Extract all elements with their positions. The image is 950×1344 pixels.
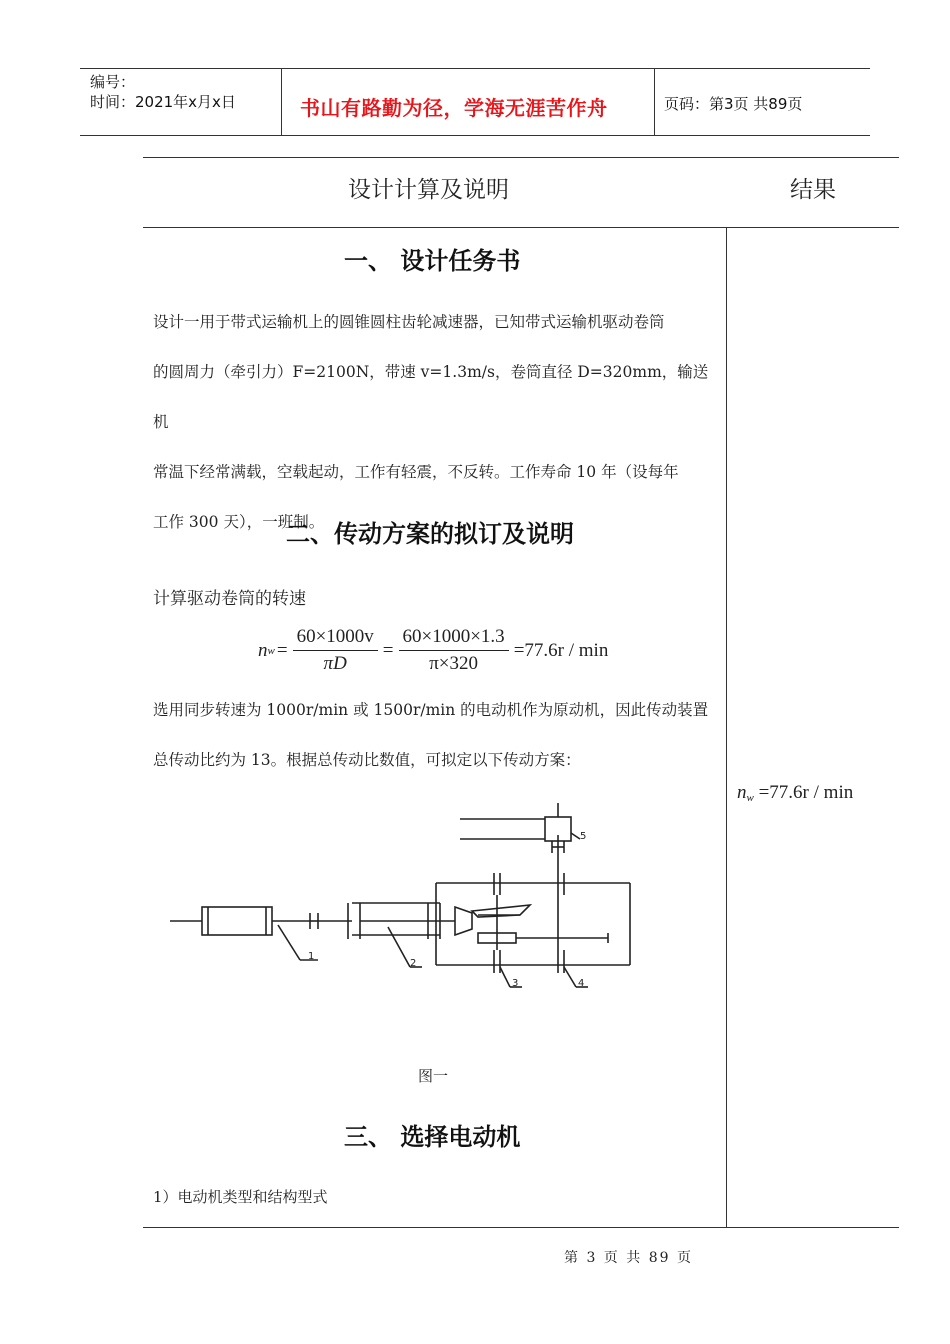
section1-paragraph <box>153 297 723 547</box>
transmission-scheme-diagram <box>160 795 650 1040</box>
result-text: =77.6r / min <box>758 782 854 803</box>
section2-paragraph <box>153 685 723 785</box>
header-divider-2 <box>654 68 655 136</box>
table-top-rule <box>143 157 899 158</box>
formula-eq-2: = <box>382 639 394 661</box>
fraction-1-denominator: πD <box>323 653 347 674</box>
header-bottom-rule <box>80 135 870 136</box>
fraction-2-denominator: π×320 <box>429 653 478 674</box>
section1-line-2: 的圆周力（牵引力）F=2100N，带速 v=1.3m/s，卷筒直径 D=320mm，输送机 <box>153 363 709 431</box>
result-var: n <box>737 782 747 803</box>
section-title-1: 一、 设计任务书 <box>344 247 521 275</box>
header-time-label: 时间：2021年x月x日 <box>90 93 236 111</box>
fraction-2-numerator: 60×1000×1.3 <box>399 626 509 651</box>
header-page-info: 页码：第3页 共89页 <box>664 95 803 113</box>
table-header-rule <box>143 227 899 228</box>
formula-lhs-sub: w <box>267 644 275 657</box>
section1-line-1: 设计一用于带式运输机上的圆锥圆柱齿轮减速器，已知带式运输机驱动卷筒 <box>153 313 665 331</box>
section1-line-4: 工作 300 天），一班制。 <box>153 513 325 531</box>
figure-label-2: 2 <box>410 958 417 969</box>
header-divider-1 <box>281 68 282 136</box>
figure-label-4: 4 <box>578 978 585 989</box>
section3-line-1: 1）电动机类型和结构型式 <box>153 1188 328 1206</box>
formula-fraction-1 <box>293 626 378 675</box>
formula-result: =77.6r / min <box>513 639 609 661</box>
header-number-label: 编号： <box>90 73 136 91</box>
figure-label-1: 1 <box>308 951 315 962</box>
column-header-result: 结果 <box>790 177 836 203</box>
header-motto: 书山有路勤为径，学海无涯苦作舟 <box>300 96 608 120</box>
figure-caption: 图一 <box>418 1067 449 1085</box>
column-header-design: 设计计算及说明 <box>348 177 509 203</box>
motor-body <box>202 907 272 935</box>
speed-formula <box>258 626 608 675</box>
result-sub: w <box>746 792 754 804</box>
table-bottom-rule <box>143 1227 899 1228</box>
result-value <box>737 782 853 804</box>
fraction-1-numerator: 60×1000v <box>293 626 378 651</box>
formula-lhs-var: n <box>258 639 268 661</box>
section2-line-2: 总传动比约为 13。根据总传动比数值，可拟定以下传动方案： <box>153 751 581 769</box>
section-title-3: 三、 选择电动机 <box>344 1123 521 1151</box>
calc-label: 计算驱动卷筒的转速 <box>153 589 306 609</box>
header-top-rule <box>80 68 870 69</box>
figure-label-5: 5 <box>580 831 587 842</box>
section2-line-1: 选用同步转速为 1000r/min 或 1500r/min 的电动机作为原动机，因此传动装置 <box>153 701 709 719</box>
table-column-divider <box>726 227 727 1227</box>
figure-label-3: 3 <box>512 978 519 989</box>
section-title-2: 二、传动方案的拟订及说明 <box>286 520 574 548</box>
formula-fraction-2 <box>399 626 509 675</box>
page-footer: 第 3 页 共 89 页 <box>564 1250 693 1266</box>
formula-eq-1: = <box>276 639 288 661</box>
section1-line-3: 常温下经常满载，空载起动，工作有轻震，不反转。工作寿命 10 年（设每年 <box>153 463 679 481</box>
